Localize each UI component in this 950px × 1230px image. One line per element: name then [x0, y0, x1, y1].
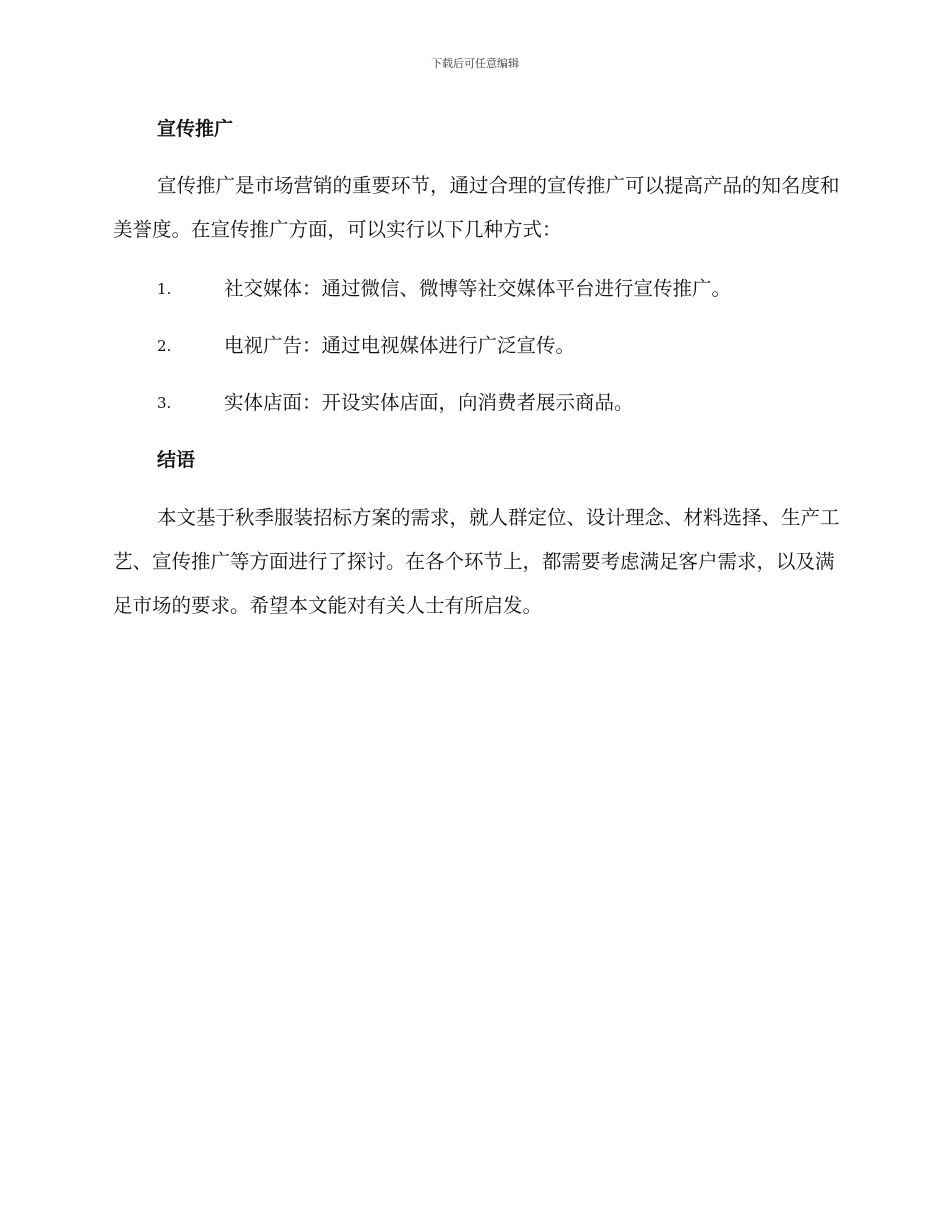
- list-item: [157, 333, 857, 359]
- section-heading-promotion: 宣传推广: [157, 118, 234, 140]
- list-item: [157, 390, 857, 416]
- list-item-text: 电视广告：通过电视媒体进行广泛宣传。: [224, 334, 576, 357]
- promotion-paragraph: 宣传推广是市场营销的重要环节，通过合理的宣传推广可以提高产品的知名度和美誉度。在宣传推广方面，可以实行以下几种方式：: [113, 174, 840, 241]
- header-note: 下载后可任意编辑: [431, 57, 519, 70]
- section-heading-conclusion: 结语: [157, 449, 196, 471]
- conclusion-paragraph: 本文基于秋季服装招标方案的需求，就人群定位、设计理念、材料选择、生产工艺、宣传推广等方面进行了探讨。在各个环节上，都需要考虑满足客户需求，以及满足市场的要求。希望本文能对有关人士有所启发。: [113, 506, 840, 617]
- list-item-text: 社交媒体：通过微信、微博等社交媒体平台进行宣传推广。: [224, 277, 732, 300]
- list-item: [157, 276, 857, 302]
- list-item-number: 2.: [157, 337, 172, 355]
- list-item-text: 实体店面：开设实体店面，向消费者展示商品。: [224, 391, 634, 414]
- list-item-number: 3.: [157, 394, 172, 412]
- list-item-number: 1.: [157, 280, 172, 298]
